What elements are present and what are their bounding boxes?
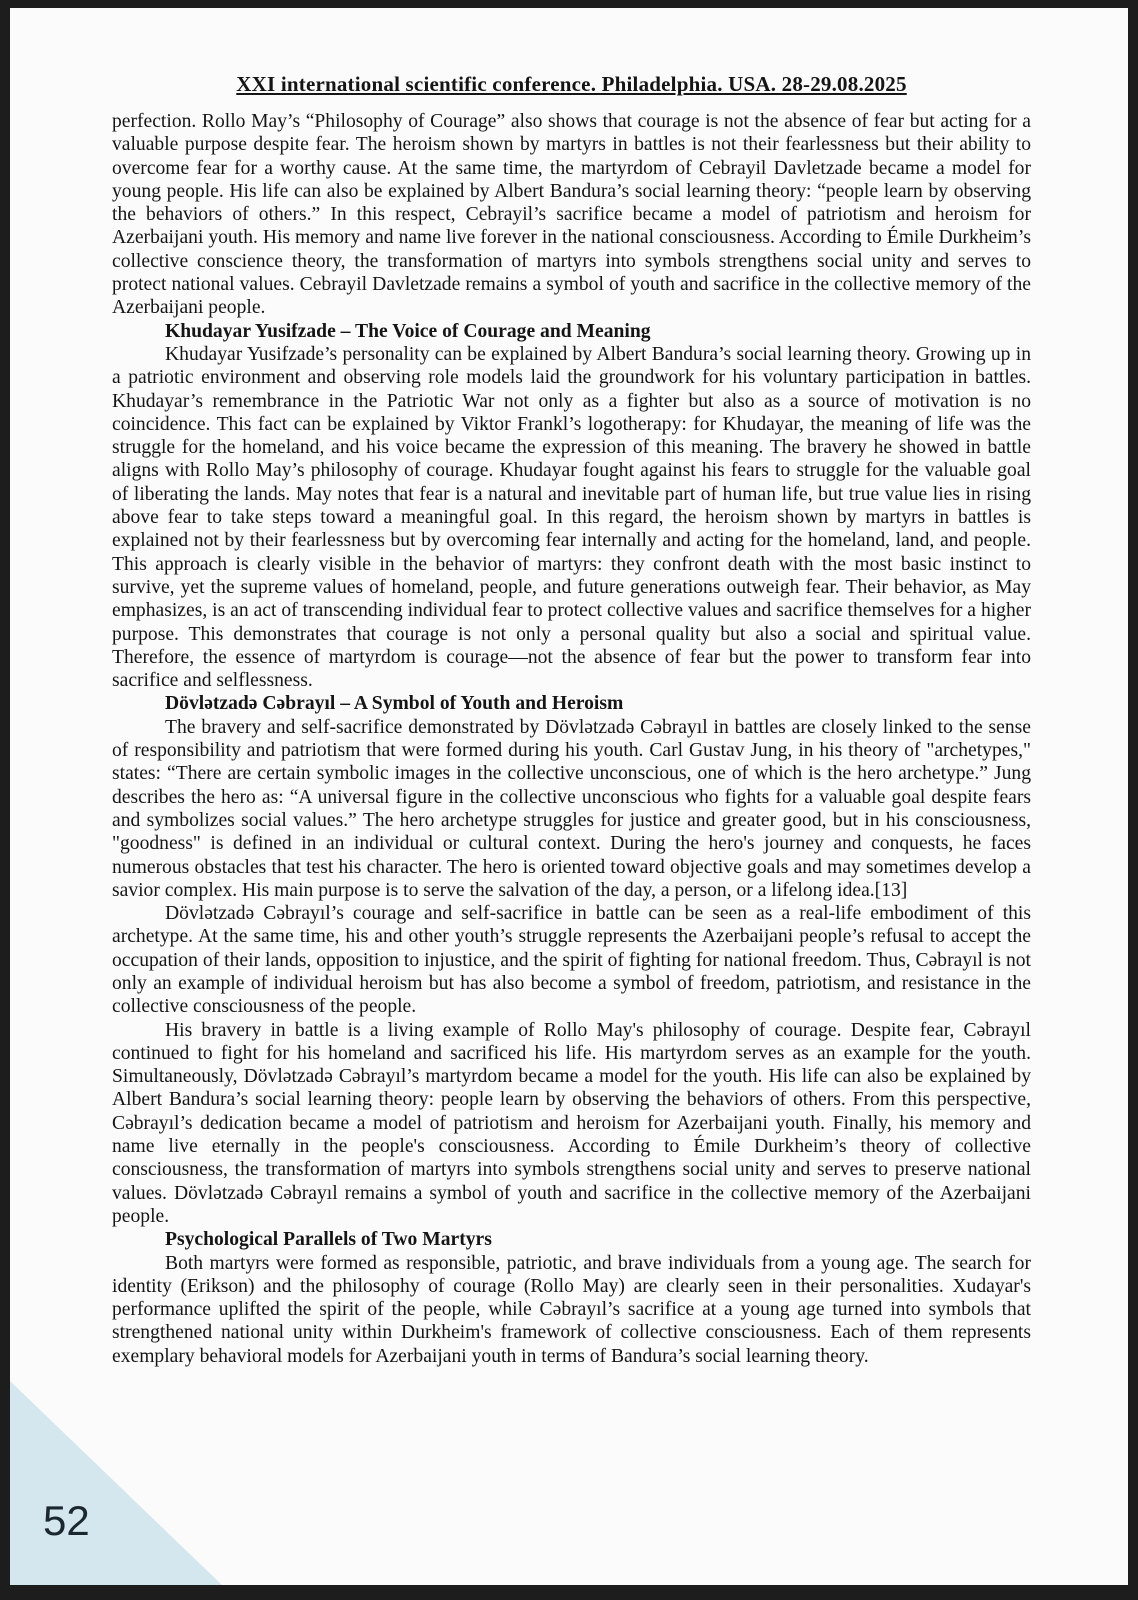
- document-body: [112, 110, 1031, 1368]
- body-paragraph: Khudayar Yusifzade’s personality can be explained by Albert Bandura’s social learning theory. Growing up in a patriotic environment and observing role models laid the groundwork for his voluntary participation in battles. Khudayar’s remembrance in the Patriotic War not only as a fighter but also as a source of motivation is no coincidence. This fact can be explained by Viktor Frankl’s logotherapy: for Khudayar, the meaning of life was the struggle for the homeland, and his voice became the expression of this meaning. The bravery he showed in battle aligns with Rollo May’s philosophy of courage. Khudayar fought against his fears to struggle for the valuable goal of liberating the lands. May notes that fear is a natural and inevitable part of human life, but true value lies in rising above fear to take steps toward a meaningful goal. In this regard, the heroism shown by martyrs in battles is explained not by their fearlessness but by overcoming fear internally and acting for the homeland, land, and people. This approach is clearly visible in the behavior of martyrs: they confront death with the most basic instinct to survive, yet the supreme values of homeland, people, and future generations outweigh fear. Their behavior, as May emphasizes, is an act of transcending individual fear to protect collective values and sacrifice themselves for a higher purpose. This demonstrates that courage is not only a personal quality but also a social and spiritual value. Therefore, the essence of martyrdom is courage—not the absence of fear but the power to transform fear into sacrifice and selflessness.: [112, 343, 1031, 692]
- section-heading: Psychological Parallels of Two Martyrs: [165, 1229, 492, 1251]
- page-number: 52: [43, 1497, 90, 1544]
- body-paragraph: Both martyrs were formed as responsible, patriotic, and brave individuals from a young age. The search for identity (Erikson) and the philosophy of courage (Rollo May) are clearly seen in their personalities. Xudayar's performance uplifted the spirit of the people, while Cəbrayıl’s sacrifice at a young age turned into symbols that strengthened national unity within Durkheim's framework of collective consciousness. Each of them represents exemplary behavioral models for Azerbaijani youth in terms of Bandura’s social learning theory.: [112, 1252, 1031, 1367]
- body-paragraph: perfection. Rollo May’s “Philosophy of Courage” also shows that courage is not the absence of fear but acting for a valuable purpose despite fear. The heroism shown by martyrs in battles is not their fearlessness but their ability to overcome fear for a worthy cause. At the same time, the martyrdom of Cebrayil Davletzade became a model for young people. His life can also be explained by Albert Bandura’s social learning theory: “people learn by observing the behaviors of others.” In this respect, Cebrayil’s sacrifice became a model of patriotism and heroism for Azerbaijani youth. His memory and name live forever in the national consciousness. According to Émile Durkheim’s collective conscience theory, the transformation of martyrs into symbols strengthens social unity and serves to protect national values. Cebrayil Davletzade remains a symbol of youth and sacrifice in the collective memory of the Azerbaijani people.: [112, 111, 1031, 319]
- corner-triangle-decoration: [10, 1381, 222, 1585]
- body-paragraph: His bravery in battle is a living example of Rollo May's philosophy of courage. Despite fear, Cəbrayıl continued to fight for his homeland and sacrificed his life. His martyrdom serves as an example for the youth. Simultaneously, Dövlətzadə Cəbrayıl’s martyrdom became a model for the youth. His life can also be explained by Albert Bandura’s social learning theory: people learn by observing the behaviors of others. From this perspective, Cəbrayıl’s dedication became a model of patriotism and heroism for Azerbaijani youth. Finally, his memory and name live eternally in the people's consciousness. According to Émile Durkheim’s theory of collective consciousness, the transformation of martyrs into symbols strengthens social unity and serves to preserve national values. Dövlətzadə Cəbrayıl remains a symbol of youth and sacrifice in the collective memory of the Azerbaijani people.: [112, 1019, 1031, 1227]
- document-page: [10, 8, 1128, 1585]
- body-paragraph: Dövlətzadə Cəbrayıl’s courage and self-sacrifice in battle can be seen as a real-life embodiment of this archetype. At the same time, his and other youth’s struggle represents the Azerbaijani people’s refusal to accept the occupation of their lands, opposition to injustice, and the spirit of fighting for national freedom. Thus, Cəbrayıl is not only an example of individual heroism but has also become a symbol of freedom, patriotism, and resistance in the collective consciousness of the people.: [112, 903, 1031, 1018]
- conference-header: XXI international scientific conference. Philadelphia. USA. 28-29.08.2025: [236, 72, 907, 96]
- body-paragraph: The bravery and self-sacrifice demonstrated by Dövlətzadə Cəbrayıl in battles are closely linked to the sense of responsibility and patriotism that were formed during his youth. Carl Gustav Jung, in his theory of "archetypes," states: “There are certain symbolic images in the collective unconscious, one of which is the hero archetype.” Jung describes the hero as: “A universal figure in the collective unconscious who fights for a valuable goal despite fears and symbolizes social values.” The hero archetype struggles for justice and greater good, but in his consciousness, "goodness" is defined in an individual or cultural context. During the hero's journey and conquests, he faces numerous obstacles that test his character. The hero is oriented toward objective goals and may sometimes develop a savior complex. His main purpose is to serve the salvation of the day, a person, or a lifelong idea.[13]: [112, 716, 1031, 901]
- section-heading: Dövlətzadə Cəbrayıl – A Symbol of Youth and Heroism: [165, 693, 624, 715]
- section-heading: Khudayar Yusifzade – The Voice of Courage and Meaning: [165, 320, 651, 342]
